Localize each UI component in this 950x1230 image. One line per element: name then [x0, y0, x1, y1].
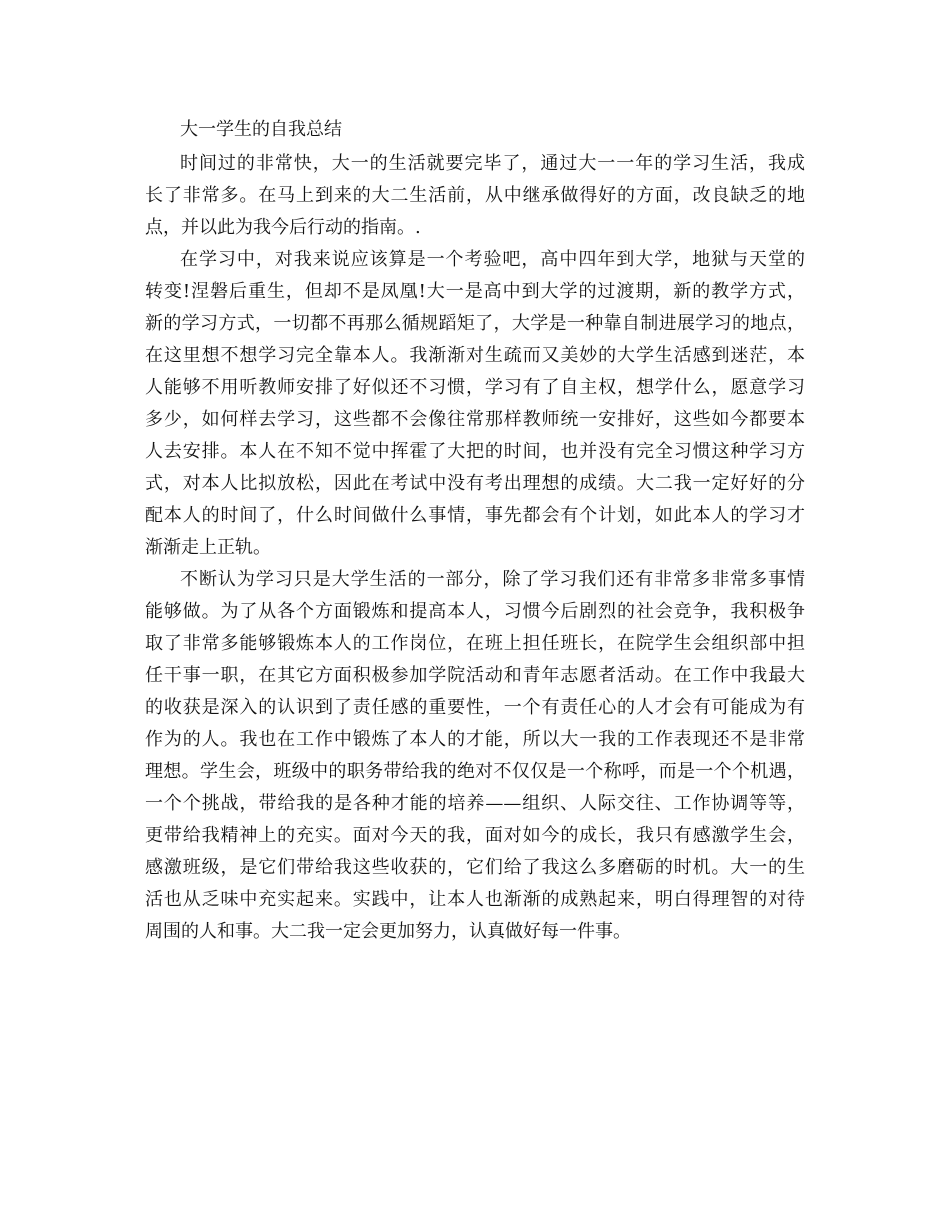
paragraph-line: 一个个挑战，带给我的是各种才能的培养——组织、人际交往、工作协调等等，: [145, 793, 805, 814]
paragraph-line: 不断认为学习只是大学生活的一部分，除了学习我们还有非常多非常多事情: [180, 569, 805, 590]
paragraph-line: 点，并以此为我今后行动的指南。.: [145, 217, 421, 238]
paragraph-line: 时间过的非常快，大一的生活就要完毕了，通过大一一年的学习生活，我成: [180, 153, 805, 174]
paragraph-2: [145, 244, 805, 564]
paragraph-line: 渐渐走上正轨。: [145, 537, 271, 558]
paragraph-line: 人能够不用听教师安排了好似还不习惯，学习有了自主权，想学什么，愿意学习: [145, 377, 805, 398]
paragraph-line: 多少，如何样去学习，这些都不会像往常那样教师统一安排好，这些如今都要本: [145, 409, 805, 430]
paragraph-3: [145, 564, 805, 948]
paragraph-line: 转变!涅磐后重生，但却不是凤凰!大一是高中到大学的过渡期，新的教学方式，: [145, 281, 805, 302]
paragraph-line: 更带给我精神上的充实。面对今天的我，面对如今的成长，我只有感激学生会，: [145, 825, 805, 846]
paragraph-line: 理想。学生会，班级中的职务带给我的绝对不仅仅是一个称呼，而是一个个机遇，: [145, 761, 805, 782]
paragraph-line: 周围的人和事。大二我一定会更加努力，认真做好每一件事。: [145, 921, 631, 942]
paragraph-line: 长了非常多。在马上到来的大二生活前，从中继承做得好的方面，改良缺乏的地: [145, 185, 805, 206]
paragraph-line: 感激班级，是它们带给我这些收获的，它们给了我这么多磨砺的时机。大一的生: [145, 857, 805, 878]
paragraph-line: 作为的人。我也在工作中锻炼了本人的才能，所以大一我的工作表现还不是非常: [145, 729, 805, 750]
paragraph-line: 新的学习方式，一切都不再那么循规蹈矩了，大学是一种靠自制进展学习的地点，: [145, 313, 805, 334]
paragraph-line: 配本人的时间了，什么时间做什么事情，事先都会有个计划，如此本人的学习才: [145, 505, 805, 526]
paragraph-line: 的收获是深入的认识到了责任感的重要性，一个有责任心的人才会有可能成为有: [145, 697, 805, 718]
paragraph-line: 在这里想不想学习完全靠本人。我渐渐对生疏而又美妙的大学生活感到迷茫，本: [145, 345, 805, 366]
paragraph-line: 能够做。为了从各个方面锻炼和提高本人，习惯今后剧烈的社会竞争，我积极争: [145, 601, 805, 622]
paragraph-line: 在学习中，对我来说应该算是一个考验吧，高中四年到大学，地狱与天堂的: [180, 249, 805, 270]
paragraph-line: 式，对本人比拟放松，因此在考试中没有考出理想的成绩。大二我一定好好的分: [145, 473, 805, 494]
paragraph-line: 任干事一职，在其它方面积极参加学院活动和青年志愿者活动。在工作中我最大: [145, 665, 805, 686]
paragraph-1: [145, 148, 805, 244]
paragraph-line: 活也从乏味中充实起来。实践中，让本人也渐渐的成熟起来，明白得理智的对待: [145, 889, 805, 910]
document-body: [145, 114, 805, 948]
paragraph-line: 人去安排。本人在不知不觉中挥霍了大把的时间，也并没有完全习惯这种学习方: [145, 441, 805, 462]
paragraph-line: 取了非常多能够锻炼本人的工作岗位，在班上担任班长，在院学生会组织部中担: [145, 633, 805, 654]
document-title: 大一学生的自我总结: [180, 119, 342, 140]
